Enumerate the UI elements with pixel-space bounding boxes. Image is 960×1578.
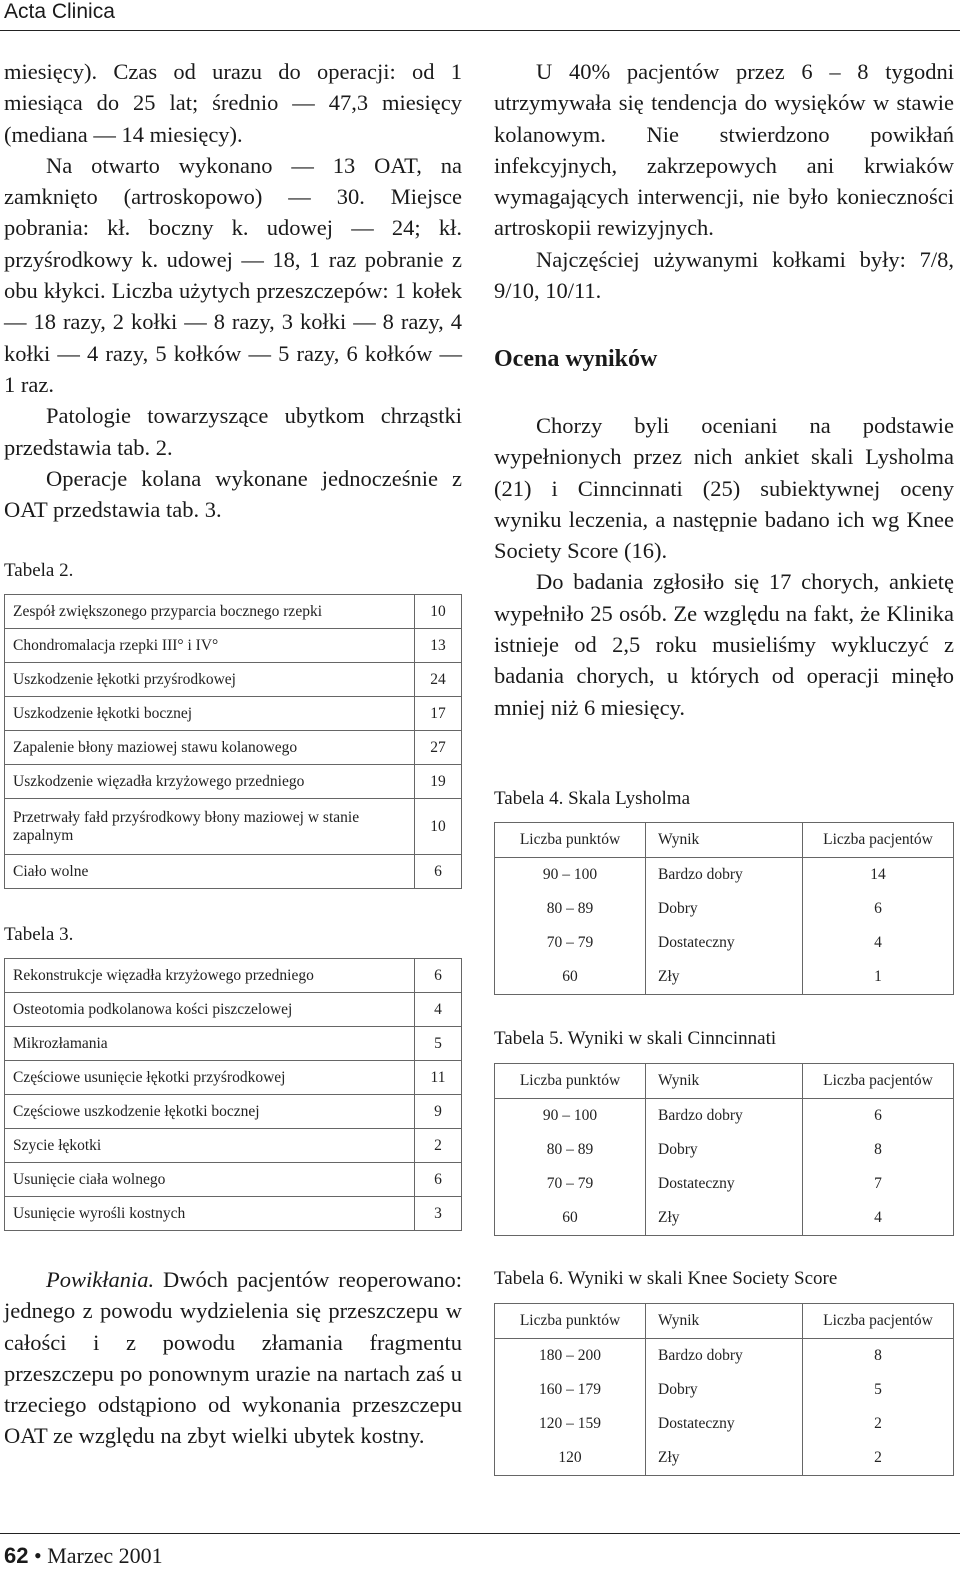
table-row	[495, 1167, 954, 1201]
paragraph: Na otwarto wykonano — 13 OAT, na zamknięto (artroskopowo) — 30. Miejsce pobrania: kł. boczny k. udowej — 24; kł. przyśrodkowy k. udowej — 18, 1 raz pobranie z obu kłykci. Liczba użytych przeszczepów: 1 kołek — 18 razy, 2 kołki — 8 razy, 3 kołki — 8 razy, 4 kołki — 4 razy, 5 kołków — 5 razy, 6 kołków — 1 raz.	[4, 152, 462, 397]
row-label: Szycie łękotki	[5, 1129, 415, 1163]
table-row	[5, 765, 462, 799]
table-row	[5, 799, 462, 855]
table-cell: 5	[803, 1373, 954, 1407]
table-cell: Bardzo dobry	[658, 866, 743, 883]
table-cell: 160 – 179	[495, 1373, 646, 1407]
table-cell: 4	[803, 1201, 954, 1236]
table-cell: 60	[495, 960, 646, 995]
table-cell: 2	[803, 1407, 954, 1441]
row-label: Usunięcie ciała wolnego	[5, 1163, 415, 1197]
column-header: Wynik	[646, 1064, 803, 1099]
row-label: Uszkodzenie łękotki bocznej	[5, 697, 415, 731]
column-header: Liczba pacjentów	[803, 823, 954, 858]
paragraph: Patologie towarzyszące ubytkom chrząstki przedstawia tab. 2.	[4, 403, 462, 460]
table-header-row	[495, 1304, 954, 1339]
table-cell: Dostateczny	[658, 934, 735, 951]
table-row	[5, 595, 462, 629]
table-row	[5, 663, 462, 697]
table-cell: 4	[803, 926, 954, 960]
row-value: 17	[415, 697, 462, 731]
row-value: 24	[415, 663, 462, 697]
table-cell: Dostateczny	[658, 1175, 735, 1192]
table-cell: 90 – 100	[495, 858, 646, 893]
row-value: 4	[415, 993, 462, 1027]
row-label: Usunięcie wyrośli kostnych	[5, 1197, 415, 1231]
section-heading: Ocena wyników	[494, 346, 658, 372]
row-value: 6	[415, 1163, 462, 1197]
table-row	[495, 892, 954, 926]
table-cell: Zły	[646, 1441, 803, 1476]
footer-rule	[0, 1533, 960, 1534]
column-header: Liczba punktów	[495, 1304, 646, 1339]
table-row	[495, 1099, 954, 1134]
row-value: 19	[415, 765, 462, 799]
table-row	[5, 1027, 462, 1061]
table-header-row	[495, 1064, 954, 1099]
table-cell: 70 – 79	[495, 926, 646, 960]
column-header: Liczba pacjentów	[803, 1304, 954, 1339]
paragraph: Operacje kolana wykonane jednocześnie z OAT przedstawia tab. 3.	[4, 465, 462, 523]
table-cell: 180 – 200	[495, 1339, 646, 1374]
row-label: Chondromalacja rzepki III° i IV°	[5, 629, 415, 663]
paragraph: Do badania zgłosiło się 17 chorych, ankietę wypełniło 25 osób. Ze względu na fakt, że Klinika istnieje od 2,5 roku musieliśmy wykluczyć z badania chorych, u których od operacji minęło mniej niż 6 miesięcy.	[494, 569, 954, 720]
row-label: Osteotomia podkolanowa kości piszczelowej	[5, 993, 415, 1027]
table-cell: 70 – 79	[495, 1167, 646, 1201]
table-row	[5, 1163, 462, 1197]
column-header: Wynik	[646, 1304, 803, 1339]
table-cell: 8	[803, 1339, 954, 1374]
table-row	[5, 1061, 462, 1095]
table2-caption: Tabela 2.	[4, 560, 74, 581]
table6-caption: Tabela 6. Wyniki w skali Knee Society Score	[494, 1268, 838, 1289]
table-cell: 7	[803, 1167, 954, 1201]
row-value: 10	[415, 799, 462, 855]
table-row	[5, 1095, 462, 1129]
table-row	[495, 960, 954, 995]
table-row	[5, 731, 462, 765]
column-header: Liczba punktów	[495, 1064, 646, 1099]
row-label: Zespół zwiększonego przyparcia bocznego rzepki	[5, 595, 415, 629]
row-value: 27	[415, 731, 462, 765]
table-row	[495, 1133, 954, 1167]
page-number: 62	[4, 1543, 29, 1568]
table-cell: 120	[495, 1441, 646, 1476]
table4-caption: Tabela 4. Skala Lysholma	[494, 788, 691, 809]
table-cell: Bardzo dobry	[658, 1347, 743, 1364]
complications-title: Powikłania.	[46, 1267, 155, 1292]
row-value: 10	[415, 595, 462, 629]
row-value: 13	[415, 629, 462, 663]
table3-caption: Tabela 3.	[4, 924, 74, 945]
table-row	[495, 858, 954, 893]
table-cell: 2	[803, 1441, 954, 1476]
table3	[4, 958, 462, 1231]
table-cell: Zły	[646, 1201, 803, 1236]
table-cell: 6	[803, 1099, 954, 1134]
row-label: Ciało wolne	[5, 855, 415, 889]
table-cell: Bardzo dobry	[658, 1107, 743, 1124]
table-cell: 80 – 89	[495, 1133, 646, 1167]
row-value: 2	[415, 1129, 462, 1163]
table-header-row	[495, 823, 954, 858]
journal-title: Acta Clinica	[4, 0, 115, 23]
row-value: 5	[415, 1027, 462, 1061]
row-label: Uszkodzenie więzadła krzyżowego przedniego	[5, 765, 415, 799]
table-row	[495, 1441, 954, 1476]
table-row	[5, 1129, 462, 1163]
column-header: Wynik	[646, 823, 803, 858]
column-header: Liczba punktów	[495, 823, 646, 858]
row-label: Przetrwały fałd przyśrodkowy błony maziowej w stanie zapalnym	[5, 799, 415, 855]
left-column	[4, 56, 462, 525]
table-cell: Dobry	[658, 900, 698, 917]
table5-caption: Tabela 5. Wyniki w skali Cinncinnati	[494, 1028, 777, 1049]
table6	[494, 1303, 954, 1476]
page-footer	[4, 1543, 163, 1569]
table-row	[5, 629, 462, 663]
issue-date: Marzec 2001	[47, 1543, 163, 1568]
column-header: Liczba pacjentów	[803, 1064, 954, 1099]
table-cell: Zły	[646, 960, 803, 995]
table-cell: 14	[803, 858, 954, 893]
table-cell: Dobry	[658, 1381, 698, 1398]
paragraph	[4, 1264, 462, 1452]
table-row	[5, 993, 462, 1027]
row-label: Uszkodzenie łękotki przyśrodkowej	[5, 663, 415, 697]
table-cell: 80 – 89	[495, 892, 646, 926]
table-row	[5, 1197, 462, 1231]
table-row	[495, 1201, 954, 1236]
row-value: 6	[415, 855, 462, 889]
table-cell: Dobry	[658, 1141, 698, 1158]
row-value: 6	[415, 959, 462, 993]
paragraph: miesięcy). Czas od urazu do operacji: od 1 miesiąca do 25 lat; średnio — 47,3 miesięcy (mediana — 14 miesięcy).	[4, 59, 462, 147]
row-label: Mikrozłamania	[5, 1027, 415, 1061]
right-column-results	[494, 410, 954, 723]
table4	[494, 822, 954, 995]
paragraph: Chorzy byli oceniani na podstawie wypełnionych przez nich ankiet skali Lysholma (21) i Cinncinnati (25) subiektywnej oceny wyniku leczenia, a następnie badano ich wg Knee Society Score (16).	[494, 413, 954, 564]
table-row	[5, 959, 462, 993]
table-row	[495, 1407, 954, 1441]
right-column	[494, 56, 954, 306]
row-value: 11	[415, 1061, 462, 1095]
complications-section	[4, 1264, 462, 1452]
header-rule	[0, 30, 960, 31]
row-label: Częściowe usunięcie łękotki przyśrodkowej	[5, 1061, 415, 1095]
table-cell: 1	[803, 960, 954, 995]
table-cell: 90 – 100	[495, 1099, 646, 1134]
table-cell: 60	[495, 1201, 646, 1236]
row-label: Rekonstrukcje więzadła krzyżowego przedniego	[5, 959, 415, 993]
table-cell: Dostateczny	[658, 1415, 735, 1432]
table5	[494, 1063, 954, 1236]
table-row	[495, 1373, 954, 1407]
table-cell: 6	[803, 892, 954, 926]
table2	[4, 594, 462, 889]
complications-text: Dwóch pacjentów reoperowano: jednego z powodu wydzielenia się przeszczepu w całości i z powodu złamania fragmentu przeszczepu po ponownym urazie na nartach zaś u trzeciego odstąpiono od wykonania przeszczepu OAT ze względu na zbyt wielki ubytek kostny.	[4, 1267, 462, 1449]
table-cell: 120 – 159	[495, 1407, 646, 1441]
row-label: Zapalenie błony maziowej stawu kolanowego	[5, 731, 415, 765]
row-label: Częściowe uszkodzenie łękotki bocznej	[5, 1095, 415, 1129]
table-cell: 8	[803, 1133, 954, 1167]
paragraph: Najczęściej używanymi kołkami były: 7/8, 9/10, 10/11.	[494, 246, 954, 304]
table-row	[495, 926, 954, 960]
table-row	[5, 855, 462, 889]
row-value: 3	[415, 1197, 462, 1231]
row-value: 9	[415, 1095, 462, 1129]
table-row	[5, 697, 462, 731]
table-row	[495, 1339, 954, 1374]
bullet: •	[33, 1543, 42, 1568]
paragraph: U 40% pacjentów przez 6 – 8 tygodni utrzymywała się tendencja do wysięków w stawie kolanowym. Nie stwierdzono powikłań infekcyjnych, zakrzepowych ani krwiaków wymagających interwencji, nie było konieczności artroskopii rewizyjnych.	[494, 59, 954, 241]
